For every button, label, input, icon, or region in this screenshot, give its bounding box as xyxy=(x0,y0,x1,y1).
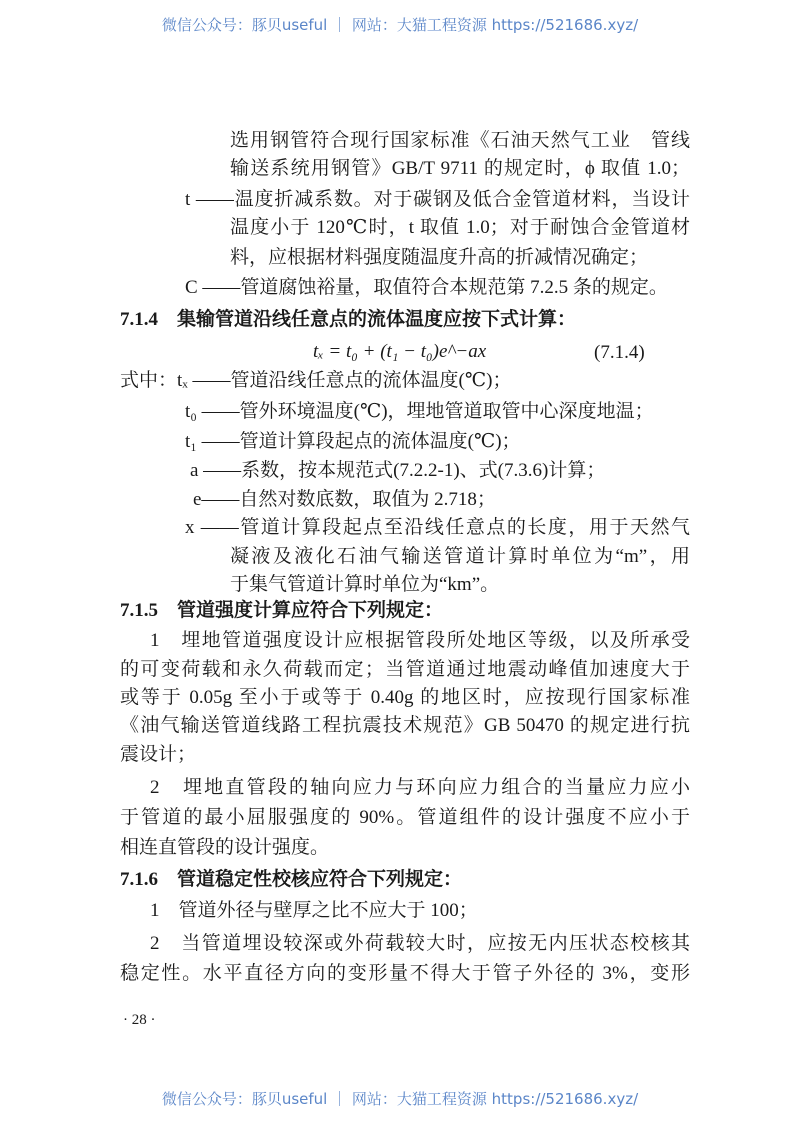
text-line: 温度小于 120℃时，t 取值 1.0；对于耐蚀合金管道材 xyxy=(230,217,690,238)
section-heading: 7.1.5 管道强度计算应符合下列规定： xyxy=(120,600,444,621)
text-line: 《油气输送管道线路工程抗震技术规范》GB 50470 的规定进行抗 xyxy=(120,715,690,736)
text-line: 或等于 0.05g 至小于或等于 0.40g 的地区时，应按现行国家标准 xyxy=(120,687,690,708)
page-number: · 28 · xyxy=(123,1012,156,1028)
watermark-bottom: 微信公众号：豚贝useful ｜ 网站：大猫工程资源 https://521686.xyz/ xyxy=(161,1090,639,1108)
text-line: 1 管道外径与壁厚之比不应大于 100； xyxy=(150,900,478,921)
text-line: 于集气管道计算时单位为“km”。 xyxy=(230,574,500,595)
text-line: 的可变荷载和永久荷载而定；当管道通过地震动峰值加速度大于 xyxy=(120,659,690,680)
text-line: 料，应根据材料强度随温度升高的折减情况确定； xyxy=(230,247,649,268)
section-heading: 7.1.4 集输管道沿线任意点的流体温度应按下式计算： xyxy=(120,309,577,330)
text-line: 凝液及液化石油气输送管道计算时单位为“m”，用 xyxy=(230,546,690,567)
text-line: 稳定性。水平直径方向的变形量不得大于管子外径的 3%，变形 xyxy=(120,963,690,984)
text-line: 输送系统用钢管》GB/T 9711 的规定时，ϕ 取值 1.0； xyxy=(230,158,690,179)
text-line: 2 埋地直管段的轴向应力与环向应力组合的当量应力应小 xyxy=(150,777,690,798)
text-line: 1 埋地管道强度设计应根据管段所处地区等级，以及所承受 xyxy=(150,630,690,651)
text-line: a ——系数，按本规范式(7.2.2-1)、式(7.3.6)计算； xyxy=(190,460,606,481)
text-line: 式中：tₓ ——管道沿线任意点的流体温度(℃)； xyxy=(120,370,512,391)
text-line: t₀ ——管外环境温度(℃)，埋地管道取管中心深度地温； xyxy=(185,401,654,422)
text-line: 震设计； xyxy=(120,744,197,765)
text-line: 相连直管段的设计强度。 xyxy=(120,837,330,858)
section-heading: 7.1.6 管道稳定性校核应符合下列规定： xyxy=(120,869,463,890)
text-line: 于管道的最小屈服强度的 90%。管道组件的设计强度不应小于 xyxy=(120,807,690,828)
text-line: t ——温度折减系数。对于碳钢及低合金管道材料，当设计 xyxy=(185,189,690,210)
text-line: C ——管道腐蚀裕量，取值符合本规范第 7.2.5 条的规定。 xyxy=(185,277,668,298)
text-line: 选用钢管符合现行国家标准《石油天然气工业 管线 xyxy=(230,130,690,151)
text-line: e——自然对数底数，取值为 2.718； xyxy=(193,489,496,510)
text-line: t₁ ——管道计算段起点的流体温度(℃)； xyxy=(185,431,521,452)
text-line: 2 当管道埋设较深或外荷载较大时，应按无内压状态校核其 xyxy=(150,933,690,954)
text-line: x ——管道计算段起点至沿线任意点的长度，用于天然气 xyxy=(185,517,690,538)
equation-formula: tₓ = t₀ + (t₁ − t₀)e^−ax xyxy=(313,341,487,362)
equation-number: (7.1.4) xyxy=(594,342,645,363)
watermark-top: 微信公众号：豚贝useful ｜ 网站：大猫工程资源 https://521686.xyz/ xyxy=(161,16,639,34)
